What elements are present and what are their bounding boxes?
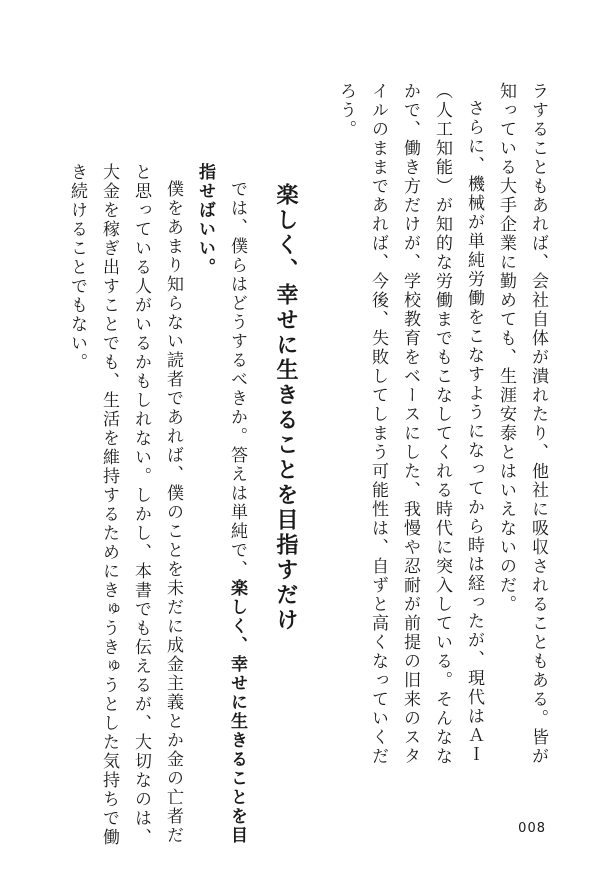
text-line: と思っている人がいるかもしれない。しかし、本書でも伝えるが、大切なのは、 bbox=[131, 163, 151, 847]
text-line: ラすることもあれば、会社自体が潰れたり、他社に吸収されることもある。皆が bbox=[528, 82, 548, 766]
text-emphasis: 楽しく、幸せに生きることを目 bbox=[227, 579, 247, 845]
text-line: 知っている大手企業に勤めても、生涯安泰とはいえないのだ。 bbox=[496, 82, 516, 614]
text-line: 僕をあまり知らない読者であれば、僕のことを未だに成金主義とか金の亡者だ bbox=[163, 180, 183, 845]
body-text-right bbox=[330, 82, 554, 766]
text-line: イルのままであれば、今後、失敗してしまう可能性は、自ずと高くなっていくだ bbox=[368, 82, 388, 766]
body-text-left bbox=[61, 163, 253, 847]
page-number: 008 bbox=[518, 821, 546, 836]
text-normal: では、僕らはどうするべきか。答えは単純で、 bbox=[227, 180, 247, 579]
text-line: かで、働き方だけが、学校教育をベースにした、我慢や忍耐が前提の旧来のスタ bbox=[400, 82, 420, 766]
text-line: 大金を稼ぎ出すことでも、生活を維持するためにきゅうきゅうとした気持ちで働 bbox=[99, 163, 119, 847]
text-line-emphasis: 指せばいい。 bbox=[195, 163, 215, 277]
section-heading: 楽しく、幸せに生きることを目指すだけ bbox=[273, 183, 298, 633]
text-line: ろう。 bbox=[336, 82, 356, 139]
text-line: さらに、機械が単純労働をこなすようになってから時は経ったが、現代はＡＩ bbox=[464, 99, 484, 764]
text-line: （人工知能）が知的な労働までもこなしてくれる時代に突入している。そんなな bbox=[432, 82, 452, 766]
text-line: き続けることでもない。 bbox=[67, 163, 87, 372]
text-line bbox=[221, 163, 253, 847]
